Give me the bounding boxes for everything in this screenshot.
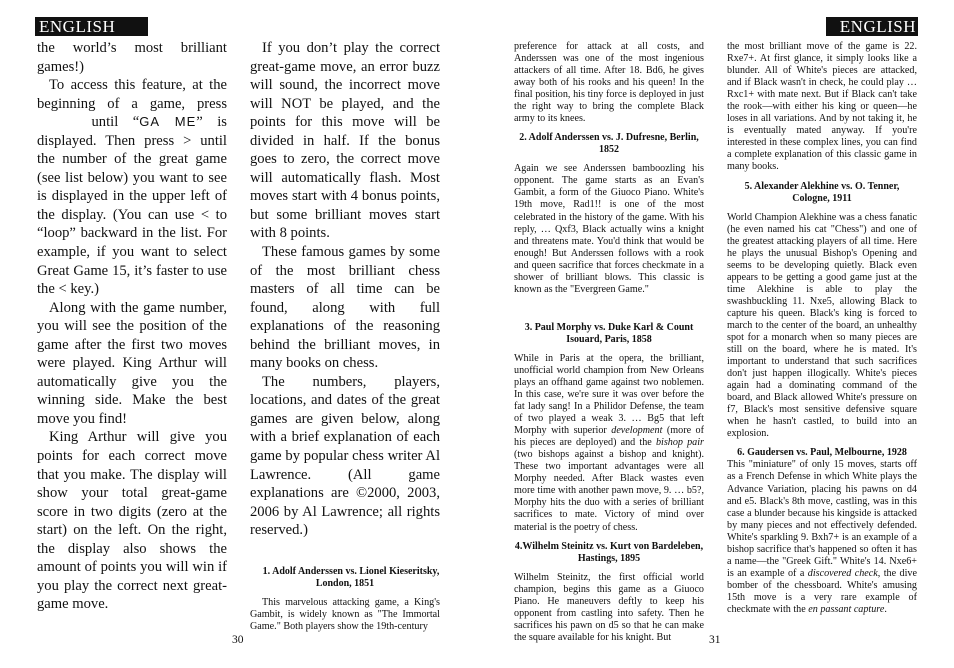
paragraph-access [37, 76, 227, 299]
paragraph-famous: These famous games by some of the most brilliant chess masters of all time can be found, along with full explanations of the reasoning behind the brilliant moves, in many books on chess. [250, 244, 440, 372]
access-text-3: ” is displayed. Then press > until the number of the great game (see list below) you want to see is displayed in the upper left of the display. (You can use < to “loop” backward in the list. For example, if you want to select Great Game 15, it’s faster to use the < key.) [37, 114, 227, 298]
right-page [477, 0, 954, 668]
game-3-emphasis-bishop-pair: bishop pair [655, 437, 704, 449]
game-5-heading: 5. Alexander Alekhine vs. O. Tenner, Cologne, 1911 [744, 180, 900, 204]
game-2-text: Again we see Anderssen bamboozling his opponent. The game starts as an Evan's Gambit, a form of the Giuoco Piano. White's 19th move, Rad1!! is one of the most celebrated in the history of the game. With his reply, … Qxf3, Black actually wins a knight and threatens mate. You'd think that would be enough! But Anderssen follows with a rook and queen sacrifice that forces checkmate in a shower of brilliant blows. This classic is known as the "Evergreen Game." [514, 163, 704, 295]
game-3-text-c: (two bishops against a bishop and knight). These two important advantages were all Morphy needed. After Black wastes even more time with another pawn move, 9. … b5?, Morphy hits the duo with a series of brilliant sacrifices to mate. Victory of mind over material is the poetry of chess. [514, 449, 704, 533]
left-column-2 [250, 39, 440, 633]
access-text: To access this feature, at the beginning of a game, press [37, 77, 227, 112]
game-6-text-c: . [884, 603, 887, 615]
game-6-emphasis-discovered-check: discovered check [807, 567, 878, 579]
game-6-emphasis-en-passant: en passant capture [808, 603, 885, 615]
access-text-2: until “ [77, 114, 140, 131]
game-1-text: This marvelous attacking game, a King's Gambit, is widely known as "The Immortal Game." Both players show the 19th-century [250, 596, 440, 632]
game-3-emphasis-development: development [611, 425, 663, 437]
paragraph-numbers: The numbers, players, locations, and dates of the great games are given below, along with a brief explanation of each game by popular chess writer Al Lawrence. (All game explanations are ©2000, 2003, 2006 by Al Lawrence; all rights reserved.) [250, 373, 440, 539]
paragraph-error: If you don’t play the correct great-game move, an error buzz will sound, the incorrect move will NOT be played, and the points for this move will be divided in half. If the bonus goes to zero, the correct move will automatically flash. Most moves start with 4 bonus points, but some brilliant moves start with 8 points. [250, 40, 440, 242]
game-4-text: Wilhelm Steinitz, the first official world champion, begins this game as a Giuoco Piano. He maneuvers deftly to keep his opponent from castling into safety. Then he sacrifices his pawn on d5 so that he can make the square available for his knight. But [514, 571, 704, 643]
paragraph-points: King Arthur will give you points for each correct move that you make. The display will show your total great-game score in two digits (zero at the start) on the left. On the right, the display also shows the amount of points you will win if you play the correct next great-game move. [37, 429, 227, 613]
game-3-heading: 3. Paul Morphy vs. Duke Karl & Count Isouard, Paris, 1858 [524, 321, 694, 345]
game-1-text-continued: preference for attack at all costs, and Anderssen was one of the most ingenious attackers of all time. After 18. Bd6, he gives away both of his rooks and his queen! In the final position, his tiny force is deployed in just the right way to bring the complete Black army to its knees. [514, 41, 704, 125]
game-6-text [727, 459, 917, 616]
game-3-text-b: (more of his pieces are deployed) and the [514, 425, 704, 449]
right-column-1 [514, 41, 704, 644]
game-2-heading: 2. Adolf Anderssen vs. J. Dufresne, Berlin, 1852 [519, 132, 699, 156]
display-text-game: GA ME [139, 114, 197, 130]
game-4-heading: 4.Wilhelm Steinitz vs. Kurt von Bardeleben, Hastings, 1895 [514, 540, 704, 564]
game-5-text: World Champion Alekhine was a chess fanatic (he even named his cat "Chess") and one of the greatest attacking players of all time. Here he plays the unusual Bishop's Opening and seems to be developing quietly. Black even appears to be getting a good game just at the time Alekhine is able to play the swashbuckling 11. Nxe5, allowing Black to capture his queen. Black's king is forced to march to the center of the board, an unhealthy spot for a monarch when so many pieces are still on the board, where he is mated. It's important to understand that such sacrifices don't just happen illogically. White's pieces again had a dominating command of the board, and Black allowed White's pressure on f7, Black's most sensitive defensive square when he hasn't castled, to build into an explosion. [727, 211, 917, 440]
page-number-right: 31 [709, 634, 721, 646]
game-6-text-a: This "miniature" of only 15 moves, starts off as a French Defense in which White plays the Advance Variation, placing his pawns on d4 and e5. Black's 8th move, castling, was in this case a blunder because his kingside is attacked by many pieces and not effectively defended. White's sparkling 9. Bxh7+ is an example of a bishop sacrifice that's happened so often it has a name—the "Greek Gift." White's 14. Nxe6+ is an example of a [727, 459, 917, 579]
paragraph-game-number: Along with the game number, you will see the position of the game after the first two moves were played. King Arthur will automatically give you the winning side. Make the best move you find! [37, 299, 227, 427]
page-number-left: 30 [232, 634, 244, 646]
left-column-1 [37, 39, 227, 614]
game-3-text-a: While in Paris at the opera, the brilliant, unofficial world champion from New Orleans plays an offhand game against two noblemen. In this case, we're sure it was over before the fat lady sang! In a Philidor Defense, the team of two played a weak 3. … Bg5 that left Morphy with superior [514, 352, 704, 437]
game-1-heading: 1. Adolf Anderssen vs. Lionel Kieseritsky, London, 1851 [262, 565, 440, 589]
paragraph-continued: the world’s most brilliant games!) [37, 40, 227, 75]
game-3-text [514, 353, 704, 534]
game-6-heading: 6. Gaudersen vs. Paul, Melbourne, 1928 [737, 447, 907, 459]
game-6-text-b: , the dive bomber of the chessboard. White's amusing 15th move is a very rare example of checkmate with the [727, 567, 917, 615]
language-tab-right: ENGLISH [826, 17, 918, 36]
right-column-2 [727, 41, 917, 616]
game-4-text-continued: the most brilliant move of the game is 22. Rxe7+. At first glance, it simply looks like a blunder. All of White's pieces are attacked, and if Black wasn't in check, he could play … Rxc1+ with mate next. But if Black can't take the rook—with either his king or queen—he loses in all variations. And by not taking it, he is eventually mated anyway. If you're interested in these complex lines, you can find a complete explanation of this classic game in many books. [727, 41, 917, 173]
language-tab-left: ENGLISH [35, 17, 148, 36]
